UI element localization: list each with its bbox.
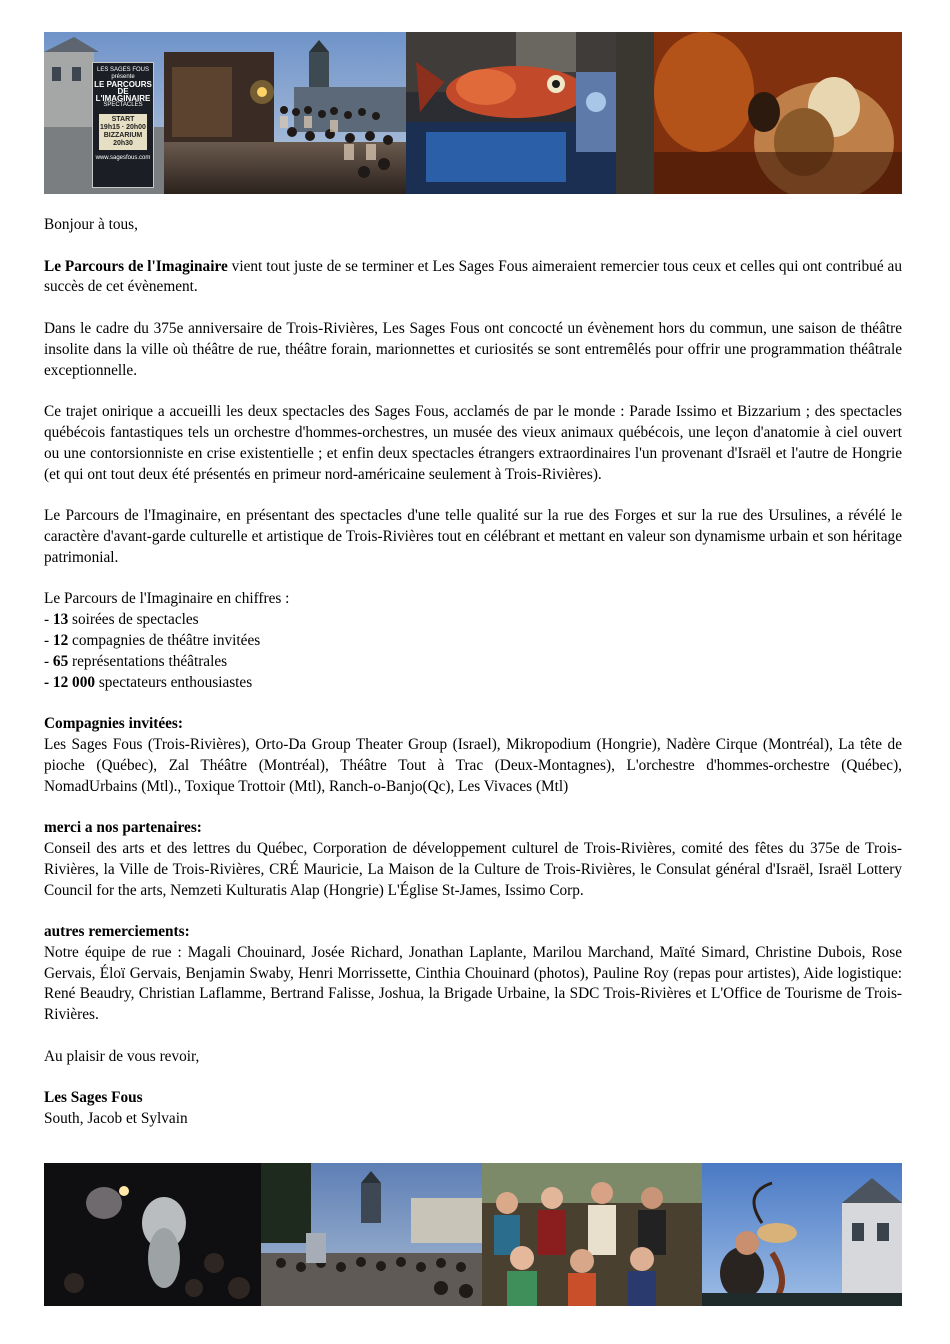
poster-line1: LES SAGES FOUS [96,67,150,73]
impact-paragraph: Le Parcours de l'Imaginaire, en présentant des spectacles d'une telle qualité sur la rue des Forges et sur la rue des Ursulines, a révélé le caractère d'avant-garde culturelle et artistique de Trois-Rivières tout en célébrant et mettant en valeur son dynamisme urbain et son héritage patrimonial. [44,507,902,566]
photo-puppeteer [654,32,902,194]
poster-line4: SPECTACLES [103,102,143,108]
stat-dash: - [44,611,53,629]
dusk-puppet-illustration [702,1163,902,1306]
stat-label: représentations théâtrales [68,652,228,670]
poster-line2: présente [111,74,135,80]
stat-dash: - [44,673,53,691]
partners-heading [44,818,902,839]
bottom-photo-banner [44,1163,902,1306]
photo-crowd-street [261,1163,482,1306]
companies-heading [44,714,902,735]
creature-puppet-illustration [44,1163,261,1306]
poster-note4: 20h30 [113,140,133,147]
stat-number: 65 [52,652,69,670]
companies-list: Les Sages Fous (Trois-Rivières), Orto-Da Group Theater Group (Israel), Mikropodium (Hongrie), Nadère Cirque (Montréal), La tête de pioche (Québec), Zal Théâtre (Montréal), Théâtre Tout à Trac (Deux-Montagnes), L'orchestre d'hommes-orchestre (Québec), NomadUrbains (Mtl)., Toxique Trottoir (Mtl), Ranch-o-Banjo(Qc), Les Vivaces (Mtl) [44,735,902,795]
partners-list: Conseil des arts et des lettres du Québec, Corporation de développement culturel de Trois-Rivières, comité des fêtes du 375e de Trois-Rivières, la Ville de Trois-Rivières, CRÉ Mauricie, La Maison de la Culture de Trois-Rivières, le Consulat général d'Israël, Israël Lottery Council for the arts, Nemzeti Kulturatis Alap (Hongrie) L'Église St-James, Issimo Corp. [44,839,902,899]
thanks-heading [44,922,902,943]
intro-text: vient tout juste de se terminer et Les Sages Fous aimeraient remercier tous ceux et celles qui ont contribué au succès de cet évènement. [44,257,903,296]
companies-title: Compagnies invitées: [44,715,183,733]
photo-dusk-puppet [702,1163,902,1306]
stat-label: compagnies de théâtre invitées [68,631,261,649]
context-paragraph: Dans le cadre du 375e anniversaire de Trois-Rivières, Les Sages Fous ont concocté un évènement hors du commun, une saison de théâtre insolite dans la ville où théâtre de rue, théâtre forain, marionnettes et curiosités se sont entremêlés pour offrir une programmation théâtrale exceptionnelle. [44,319,902,379]
letter-body [44,215,902,1130]
signature-names: South, Jacob et Sylvain [44,1110,188,1128]
stat-label: spectateurs enthousiastes [95,673,253,691]
poster-note3: BIZZARIUM [103,132,143,139]
event-name: Le Parcours de l'Imaginaire [44,257,228,275]
poster-note2: 19h15 · 20h00 [100,124,146,131]
stat-item [44,652,902,673]
closing: Au plaisir de vous revoir, [44,1047,200,1065]
stat-number: 12 [52,631,69,649]
fish-puppet-illustration [406,32,654,194]
thanks-title: autres remerciements: [44,923,190,941]
poster-title: LE PARCOURS DE L'IMAGINAIRE [94,80,152,103]
thanks-list: Notre équipe de rue : Magali Chouinard, Josée Richard, Jonathan Laplante, Marilou Marchand, Maïté Simard, Christine Dubois, Rose Gervais, Éloï Gervais, Benjamin Swaby, Henri Morrissette, Cinthia Chouinard (photos), Pauline Roy (repas pour artistes), Aide logistique: René Beaudry, Christian Laflamme, Bertrand Falisse, Joshua, la Brigade Urbaine, la SDC Trois-Rivières et L'Office de Tourisme de Trois-Rivières. [44,943,902,1024]
photo-audience [482,1163,702,1306]
partners-title: merci a nos partenaires: [44,819,202,837]
stat-number: 12 000 [52,673,95,691]
stat-item [44,631,902,652]
signature-title: Les Sages Fous [44,1089,143,1107]
intro-paragraph [44,257,902,299]
audience-illustration [482,1163,702,1306]
poster-note1: START [111,116,135,123]
stat-item [44,610,902,631]
greeting: Bonjour à tous, [44,216,138,233]
stat-label: soirées de spectacles [68,611,199,629]
photo-creature-puppet [44,1163,261,1306]
photo-fish-puppet [406,32,654,194]
program-paragraph: Ce trajet onirique a accueilli les deux spectacles des Sages Fous, acclamés de par le monde : Parade Issimo et Bizzarium ; des spectacles québécois fantastiques tels un orchestre d'hommes-orchestres, un musée des vieux animaux québécois, une leçon d'anatomie à ciel ouvert ou une contorsionniste en crise existentielle ; et enfin deux spectacles étrangers extraordinaires l'un provenant d'Israël et l'autre de Hongrie (et qui ont tout deux été présentés en primeur nord-américaine seulement à Trois-Rivières). [44,403,902,483]
event-poster [92,62,154,188]
crowd-street-illustration [261,1163,482,1306]
stat-item [44,673,902,694]
stat-dash: - [44,631,53,649]
stat-number: 13 [52,611,69,629]
signature-company [44,1088,902,1109]
puppeteer-illustration [654,32,902,194]
poster-footer: www.sagesfous.com [95,155,151,161]
photo-street-poster [44,32,406,194]
top-photo-banner [44,32,902,194]
stats-title: Le Parcours de l'Imaginaire en chiffres : [44,590,290,608]
stat-dash: - [44,652,53,670]
poster-note [99,114,147,150]
